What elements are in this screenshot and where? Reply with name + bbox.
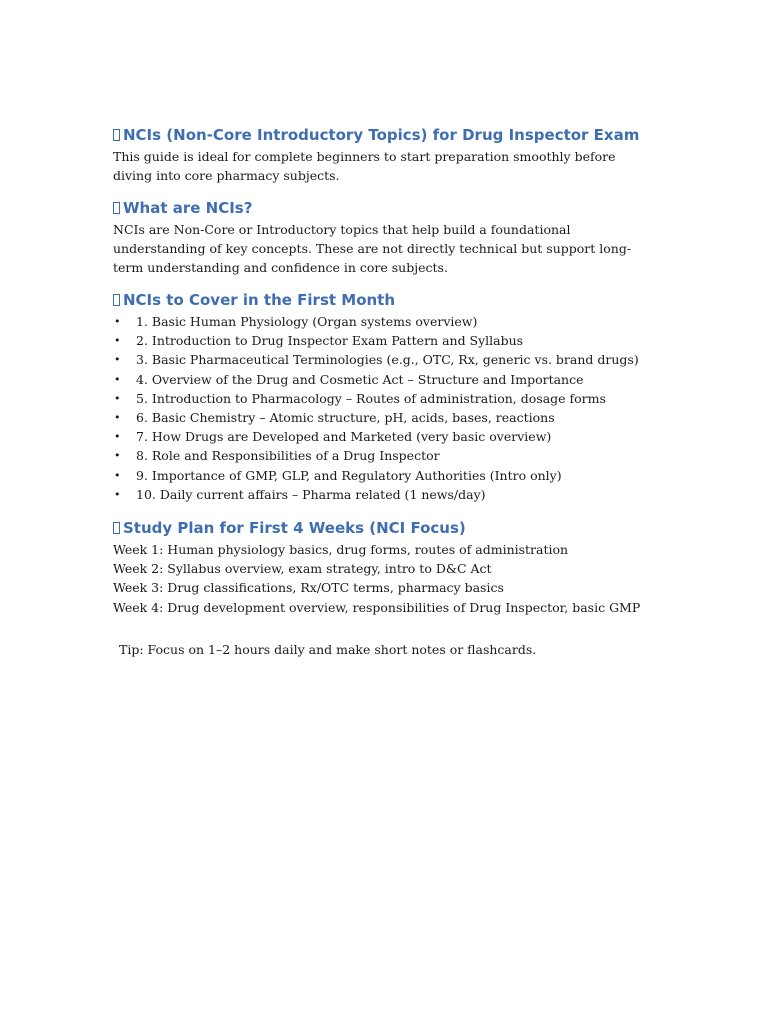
- cover-heading: [113, 289, 658, 311]
- what-heading: [113, 197, 658, 219]
- missing-glyph-icon: [113, 129, 120, 141]
- plan-heading-text: Study Plan for First 4 Weeks (NCI Focus): [123, 519, 466, 538]
- list-item: [113, 312, 658, 331]
- document-title-text: NCIs (Non-Core Introductory Topics) for Drug Inspector Exam: [123, 126, 640, 144]
- list-item-text: 8. Role and Responsibilities of a Drug Inspector: [136, 448, 440, 464]
- list-item: [113, 350, 658, 369]
- week-line: Week 4: Drug development overview, responsibilities of Drug Inspector, basic GMP: [113, 599, 641, 615]
- bullet-icon: •: [114, 487, 121, 501]
- list-item-text: 7. How Drugs are Developed and Marketed (very basic overview): [136, 429, 552, 445]
- list-item: [113, 370, 658, 389]
- list-item-text: 9. Importance of GMP, GLP, and Regulatory Authorities (Intro only): [136, 467, 562, 483]
- bullet-icon: •: [114, 449, 121, 463]
- bullet-icon: •: [114, 468, 121, 482]
- missing-glyph-icon: [113, 522, 120, 534]
- tip-text: Tip: Focus on 1–2 hours daily and make short notes or flashcards.: [119, 641, 537, 657]
- missing-glyph-icon: [113, 202, 120, 214]
- bullet-icon: •: [114, 391, 121, 405]
- list-item-text: 10. Daily current affairs – Pharma related (1 news/day): [136, 486, 486, 502]
- list-item-text: 6. Basic Chemistry – Atomic structure, pH, acids, bases, reactions: [136, 410, 555, 426]
- list-item: [113, 446, 658, 465]
- list-item: [113, 408, 658, 427]
- intro-paragraph: This guide is ideal for complete beginners to start preparation smoothly before diving into core pharmacy subjects.: [113, 149, 616, 183]
- plan-heading: [113, 517, 658, 539]
- missing-glyph-icon: [113, 294, 120, 306]
- bullet-icon: •: [114, 334, 121, 348]
- list-item-text: 3. Basic Pharmaceutical Terminologies (e.g., OTC, Rx, generic vs. brand drugs): [136, 352, 639, 368]
- document-title: [113, 124, 658, 146]
- topics-list: [113, 312, 658, 504]
- list-item: [113, 331, 658, 350]
- bullet-icon: •: [114, 353, 121, 367]
- bullet-icon: •: [114, 430, 121, 444]
- what-paragraph: NCIs are Non-Core or Introductory topics that help build a foundational understanding of key concepts. These are not directly technical but support long-term understanding and confidence in core subjects.: [113, 222, 632, 275]
- list-item-text: 5. Introduction to Pharmacology – Routes of administration, dosage forms: [136, 390, 606, 406]
- week-line: Week 1: Human physiology basics, drug forms, routes of administration: [113, 542, 569, 558]
- list-item-text: 1. Basic Human Physiology (Organ systems overview): [136, 314, 478, 329]
- bullet-icon: •: [114, 372, 121, 386]
- bullet-icon: •: [114, 411, 121, 425]
- list-item-text: 2. Introduction to Drug Inspector Exam Pattern and Syllabus: [136, 333, 524, 349]
- study-plan: [113, 540, 658, 617]
- week-line: Week 2: Syllabus overview, exam strategy, intro to D&C Act: [113, 561, 492, 577]
- what-heading-text: What are NCIs?: [123, 199, 253, 217]
- cover-heading-text: NCIs to Cover in the First Month: [123, 291, 396, 309]
- list-item: [113, 389, 658, 408]
- bullet-icon: •: [114, 315, 121, 328]
- document-page: [113, 124, 658, 659]
- list-item-text: 4. Overview of the Drug and Cosmetic Act – Structure and Importance: [136, 371, 584, 387]
- list-item: [113, 466, 658, 485]
- list-item: [113, 485, 658, 504]
- list-item: [113, 427, 658, 446]
- week-line: Week 3: Drug classifications, Rx/OTC terms, pharmacy basics: [113, 580, 504, 596]
